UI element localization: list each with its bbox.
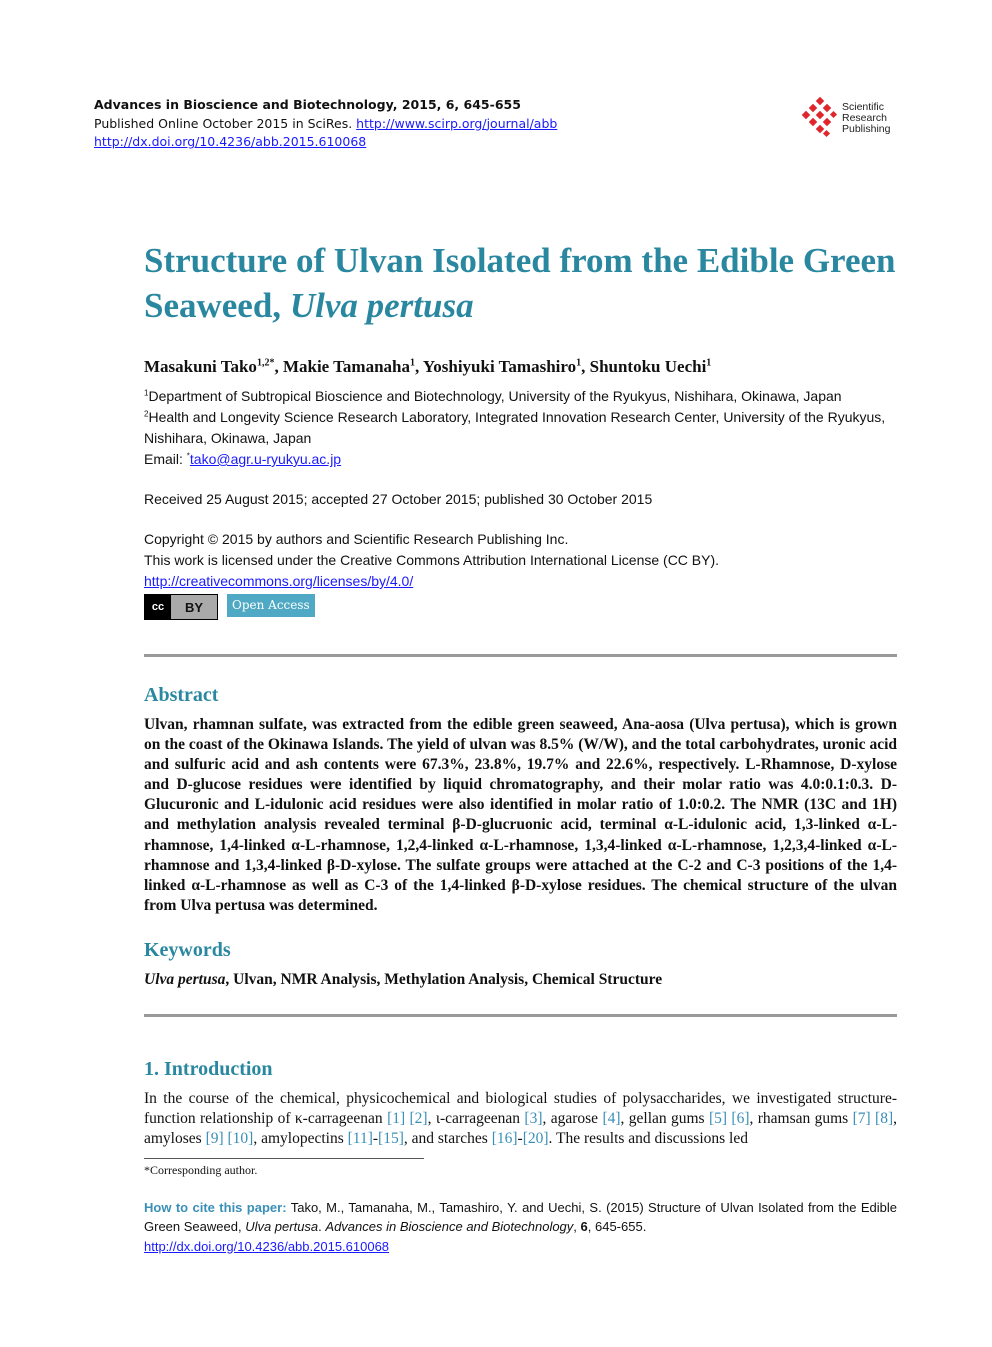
email-label: Email: bbox=[144, 451, 187, 467]
introduction-text: In the course of the chemical, physicochemical and biological studies of polysaccharides, we investigated structure-function relationship of κ-carrageenan [1] [2], ι-carrageenan [3], agarose [4], gellan gums [5] [6], rhamsan gums [7] [8], amyloses [9] [10], amylopectins [11]-[15], and starches [16]-[20]. The results and discussions led bbox=[144, 1089, 897, 1148]
affiliations bbox=[144, 386, 897, 470]
email-sup: * bbox=[186, 451, 190, 461]
citation-doi-link[interactable]: http://dx.doi.org/10.4236/abb.2015.610068 bbox=[144, 1238, 390, 1254]
citation-journal: Advances in Bioscience and Biotechnology bbox=[325, 1219, 574, 1235]
license-link[interactable]: http://creativecommons.org/licenses/by/4.0/ bbox=[144, 573, 414, 589]
by-icon: BY bbox=[184, 599, 204, 615]
journal-name: Advances in Bioscience and Biotechnology, 2015, 6, 645-655 bbox=[94, 97, 521, 112]
keyword-list: , Ulvan, NMR Analysis, Methylation Analysis, Chemical Structure bbox=[225, 970, 663, 988]
logo-text: Publishing bbox=[842, 122, 891, 135]
cc-by-badge[interactable] bbox=[144, 594, 218, 620]
divider bbox=[144, 1014, 897, 1017]
open-access-badge: Open Access bbox=[227, 594, 315, 617]
footnote: *Corresponding author. bbox=[144, 1162, 258, 1177]
license-line: This work is licensed under the Creative Commons Attribution International License (CC BY). bbox=[144, 552, 720, 568]
copyright bbox=[144, 529, 897, 592]
citation-label: How to cite this paper: bbox=[144, 1199, 287, 1215]
reference-link[interactable]: [10] bbox=[227, 1130, 254, 1148]
journal-link[interactable]: http://www.scirp.org/journal/abb bbox=[356, 115, 558, 131]
dates: Received 25 August 2015; accepted 27 October 2015; published 30 October 2015 bbox=[144, 491, 653, 507]
title-species: Ulva pertusa bbox=[289, 286, 474, 325]
paper-title bbox=[144, 238, 904, 328]
abstract-heading: Abstract bbox=[144, 684, 219, 706]
citation-text: , bbox=[573, 1219, 581, 1235]
aff-sup: 1 bbox=[144, 388, 149, 398]
reference-link[interactable]: [5] bbox=[708, 1110, 728, 1128]
footnote-rule bbox=[144, 1158, 424, 1159]
doi-link[interactable]: http://dx.doi.org/10.4236/abb.2015.610068 bbox=[94, 134, 367, 149]
citation-species: Ulva pertusa bbox=[245, 1219, 319, 1235]
email-link[interactable]: tako@agr.u-ryukyu.ac.jp bbox=[189, 451, 342, 467]
reference-link[interactable]: [4] bbox=[602, 1110, 621, 1128]
keywords-heading: Keywords bbox=[144, 938, 231, 961]
aff-sup: 2 bbox=[144, 409, 149, 419]
author: Masakuni Tako bbox=[144, 357, 257, 376]
reference-link[interactable]: [2] bbox=[409, 1110, 428, 1128]
author-sup: 1,2* bbox=[256, 357, 275, 369]
diamond-grid-icon bbox=[798, 97, 840, 139]
reference-link[interactable]: [3] bbox=[524, 1110, 543, 1128]
scirp-logo bbox=[798, 97, 890, 139]
logo-text: Scientific bbox=[842, 100, 885, 113]
license-badges bbox=[144, 594, 897, 620]
reference-link[interactable]: [20] bbox=[522, 1130, 549, 1148]
author-sup: 1 bbox=[576, 357, 582, 369]
author: Shuntoku Uechi bbox=[589, 357, 707, 376]
abstract-text: Ulvan, rhamnan sulfate, was extracted from the edible green seaweed, Ana-aosa (Ulva pertusa), which is grown on the coast of the Okinawa Islands. The yield of ulvan was 8.5% (W/W), and the total carbohydrates, uronic acid and sulfuric acid and ash contents were 67.3%, 23.8%, 19.7% and 22.6%, respectively. L-Rhamnose, D-xylose and D-glucose residues were identified by liquid chromatography, and their molar ratio was 4.0:0.1:0.3. D-Glucuronic and L-idulonic acid residues were also identified in molar ratio of 1.0:0.2. The NMR (13C and 1H) and methylation analysis revealed terminal β-D-glucruonic acid, terminal α-L-idulonic acid, 1,3-linked α-L-rhamnose, 1,4-linked α-L-rhamnose, 1,2,4-linked α-L-rhamnose, 1,3,4-linked α-L-rhamnose, 1,2,3,4-linked α-L-rhamnose and 1,3,4-linked β-D-xylose. The sulfate groups were attached at the C-2 and C-3 positions of the 1,4-linked α-L-rhamnose as well as C-3 of the 1,4-linked β-D-xylose residues. The chemical structure of the ulvan from Ulva pertusa was determined. bbox=[144, 716, 897, 914]
citation-volume: 6 bbox=[580, 1219, 588, 1235]
keyword-species: Ulva pertusa bbox=[144, 970, 226, 988]
reference-link[interactable]: [8] bbox=[875, 1110, 894, 1128]
author: Makie Tamanaha bbox=[282, 357, 410, 376]
citation-text: Tako, M., Tamanaha, M., Tamashiro, Y. and Uechi, S. (2015) Structure of Ulvan Isolated from the Edible Green Seaweed, bbox=[144, 1199, 897, 1235]
affiliation: Department of Subtropical Bioscience and Biotechnology, University of the Ryukyus, Nishihara, Okinawa, Japan bbox=[148, 388, 842, 404]
citation-text: , 645-655. bbox=[587, 1219, 647, 1235]
reference-link[interactable]: [11] bbox=[347, 1130, 373, 1148]
reference-link[interactable]: [1] bbox=[387, 1110, 406, 1128]
title-text: Structure of Ulvan Isolated from the Edible Green Seaweed, bbox=[144, 241, 896, 325]
divider bbox=[144, 654, 897, 657]
reference-link[interactable]: [7] bbox=[852, 1110, 871, 1128]
author-sup: 1 bbox=[410, 357, 415, 369]
copyright-line: Copyright © 2015 by authors and Scientific Research Publishing Inc. bbox=[144, 531, 569, 547]
reference-link[interactable]: [15] bbox=[378, 1130, 404, 1148]
cc-icon: cc bbox=[145, 595, 171, 619]
author-sup: 1 bbox=[706, 357, 712, 369]
author: Yoshiyuki Tamashiro bbox=[422, 357, 577, 376]
author-list: Masakuni Tako$^{1,2*}$, Makie Tamanaha$^1$, Yoshiyuki Tamashiro$^1$, Shuntoku Uechi$^1$ bbox=[144, 357, 712, 376]
affiliation: Health and Longevity Science Research Laboratory, Integrated Innovation Research Center, University of the Ryukyus, Nishihara, Okinawa, Japan bbox=[144, 409, 886, 446]
journal-header bbox=[94, 96, 557, 152]
introduction-heading: 1. Introduction bbox=[144, 1057, 273, 1080]
keywords bbox=[144, 970, 897, 990]
article-body bbox=[144, 238, 897, 1296]
citation-text: . bbox=[318, 1219, 326, 1235]
logo-text: Research bbox=[842, 111, 887, 124]
citation-box bbox=[144, 1198, 897, 1257]
reference-link[interactable]: [9] bbox=[205, 1130, 224, 1148]
published-online: Published Online October 2015 in SciRes. bbox=[94, 115, 353, 131]
reference-link[interactable]: [16] bbox=[491, 1130, 518, 1148]
reference-link[interactable]: [6] bbox=[731, 1110, 750, 1128]
